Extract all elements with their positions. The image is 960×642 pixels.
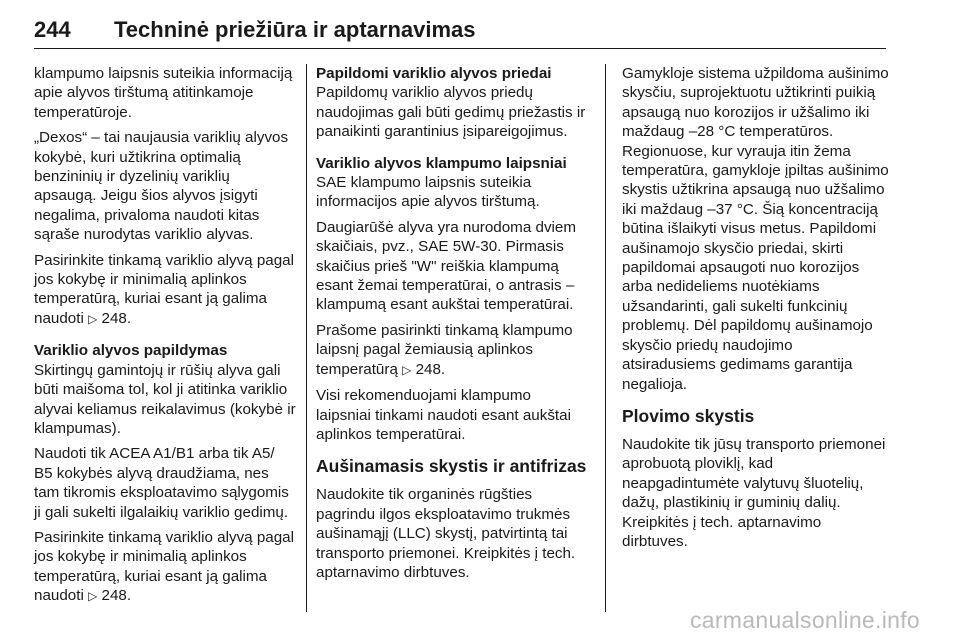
column-divider	[605, 64, 606, 612]
paragraph: „Dexos“ – tai naujausia variklių alyvos kokybė, kuri užtikrina optimalią benzininių ir dyzelinių variklių apsaugą. Jeigu šios alyvos įsigyti negalima, privaloma naudoti kitas sąraše nurodytas variklio alyvas.	[34, 129, 289, 244]
paragraph	[316, 321, 588, 380]
paragraph: Naudoti tik ACEA A1/B1 arba tik A5/ B5 kokybės alyvą draudžiama, nes tam tikromis eksploatavimo sąlygomis ji gali sukelti ilgalaikių variklio gedimų.	[34, 445, 289, 521]
section-heading: Variklio alyvos papildymas	[34, 342, 228, 360]
section	[34, 341, 296, 438]
paragraph	[34, 528, 296, 607]
page-number: 244	[34, 17, 71, 42]
page-reference-link[interactable]: 248.	[415, 360, 446, 378]
reference-arrow-icon: ▷	[402, 362, 412, 377]
paragraph-text: Prašome pasirinkti tinkamą klampumo laipsnį pagal žemiausią aplinkos temperatūrą	[316, 321, 573, 378]
paragraph-text: Pasirinkite tinkamą variklio alyvą pagal jos kokybę ir minimalią aplinkos temperatūrą, kuriai esant ją galima naudoti	[34, 528, 294, 605]
section-heading: Papildomi variklio alyvos priedai	[316, 65, 552, 82]
section-title: Aušinamasis skystis ir antifrizas	[316, 456, 587, 477]
column-right	[622, 64, 890, 557]
page-reference-link[interactable]: 248.	[101, 309, 132, 327]
paragraph: Naudokite tik organinės rūgšties pagrindu ilgos eksploatavimo trukmės aušinamąjį (LLC) skystį, patvirtintą tai transporto priemonei. Kreipkitės į tech. aptarnavimo dirbtuves.	[316, 486, 576, 581]
reference-arrow-icon: ▷	[88, 311, 98, 326]
page-reference-link[interactable]: 248.	[101, 587, 132, 605]
section-heading: Variklio alyvos klampumo laipsniai	[316, 154, 567, 172]
column-middle	[316, 64, 588, 588]
section-title: Plovimo skystis	[622, 405, 755, 426]
section	[316, 154, 588, 212]
page-header	[34, 14, 886, 49]
paragraph: Naudokite tik jūsų transporto priemonei aprobuotą ploviklį, kad neapgadintumėte valytuvų šluotelių, dažų, plastikinių ir guminių dalių. Kreipkitės į tech. aptarnavimo dirbtuves.	[622, 435, 886, 550]
column-divider	[306, 64, 307, 612]
paragraph: Gamykloje sistema užpildoma aušinimo skysčiu, suprojektuotu užtikrinti puikią apsaugą nuo korozijos ir užšalimo iki maždaug –28 °C temperatūros. Regionuose, kur vyrauja itin žema temperatūra, gamykloje įpiltas aušinimo skystis užtikrina apsaugą nuo užšalimo iki maždaug –37 °C. Šią koncentraciją būtina išlaikyti visus metus. Papildomi aušinamojo skysčio priedai, skirti papildomai apsaugoti nuo korozijos arba nedideliems nuotėkiams užsandarinti, gali sukelti funkcinių problemų. Dėl papildomų aušinamojo skysčio priedų naudojimo atsiradusiems gedimams garantija negalioja.	[622, 65, 889, 393]
page-title: Techninė priežiūra ir aptarnavimas	[114, 17, 476, 42]
paragraph-text: Pasirinkite tinkamą variklio alyvą pagal jos kokybę ir minimalią aplinkos temperatūrą, kuriai esant ją galima naudoti	[34, 251, 294, 327]
section	[316, 64, 588, 142]
paragraph: Visi rekomenduojami klampumo laipsniai tinkami naudoti esant aukštai aplinkos temperatūrai.	[316, 387, 571, 443]
paragraph	[34, 251, 296, 330]
paragraph-text: Papildomų variklio alyvos priedų naudojimas gali būti gedimų priežastis ir panaikinti garantinius įsipareigojimus.	[316, 84, 586, 141]
paragraph-text: SAE klampumo laipsnis suteikia informacijos apie alyvos tirštumą.	[316, 174, 540, 211]
paragraph: Daugiarūšė alyva yra nurodoma dviem skaičiais, pvz., SAE 5W-30. Pirmasis skaičius prieš "W" reiškia klampumą esant žemai temperatūrai, o antrasis – klampumą esant aukštai temperatūrai.	[316, 218, 577, 314]
reference-arrow-icon: ▷	[88, 589, 98, 604]
paragraph: klampumo laipsnis suteikia informaciją apie alyvos tirštumą atitinkamoje temperatūroje.	[34, 65, 293, 121]
paragraph-text: Skirtingų gamintojų ir rūšių alyva gali būti maišoma tol, kol ji atitinka variklio alyvai keliamus reikalavimus (kokybė ir klampumas).	[34, 361, 296, 437]
column-left	[34, 64, 296, 613]
watermark: carmanualsonline.info	[689, 607, 920, 633]
